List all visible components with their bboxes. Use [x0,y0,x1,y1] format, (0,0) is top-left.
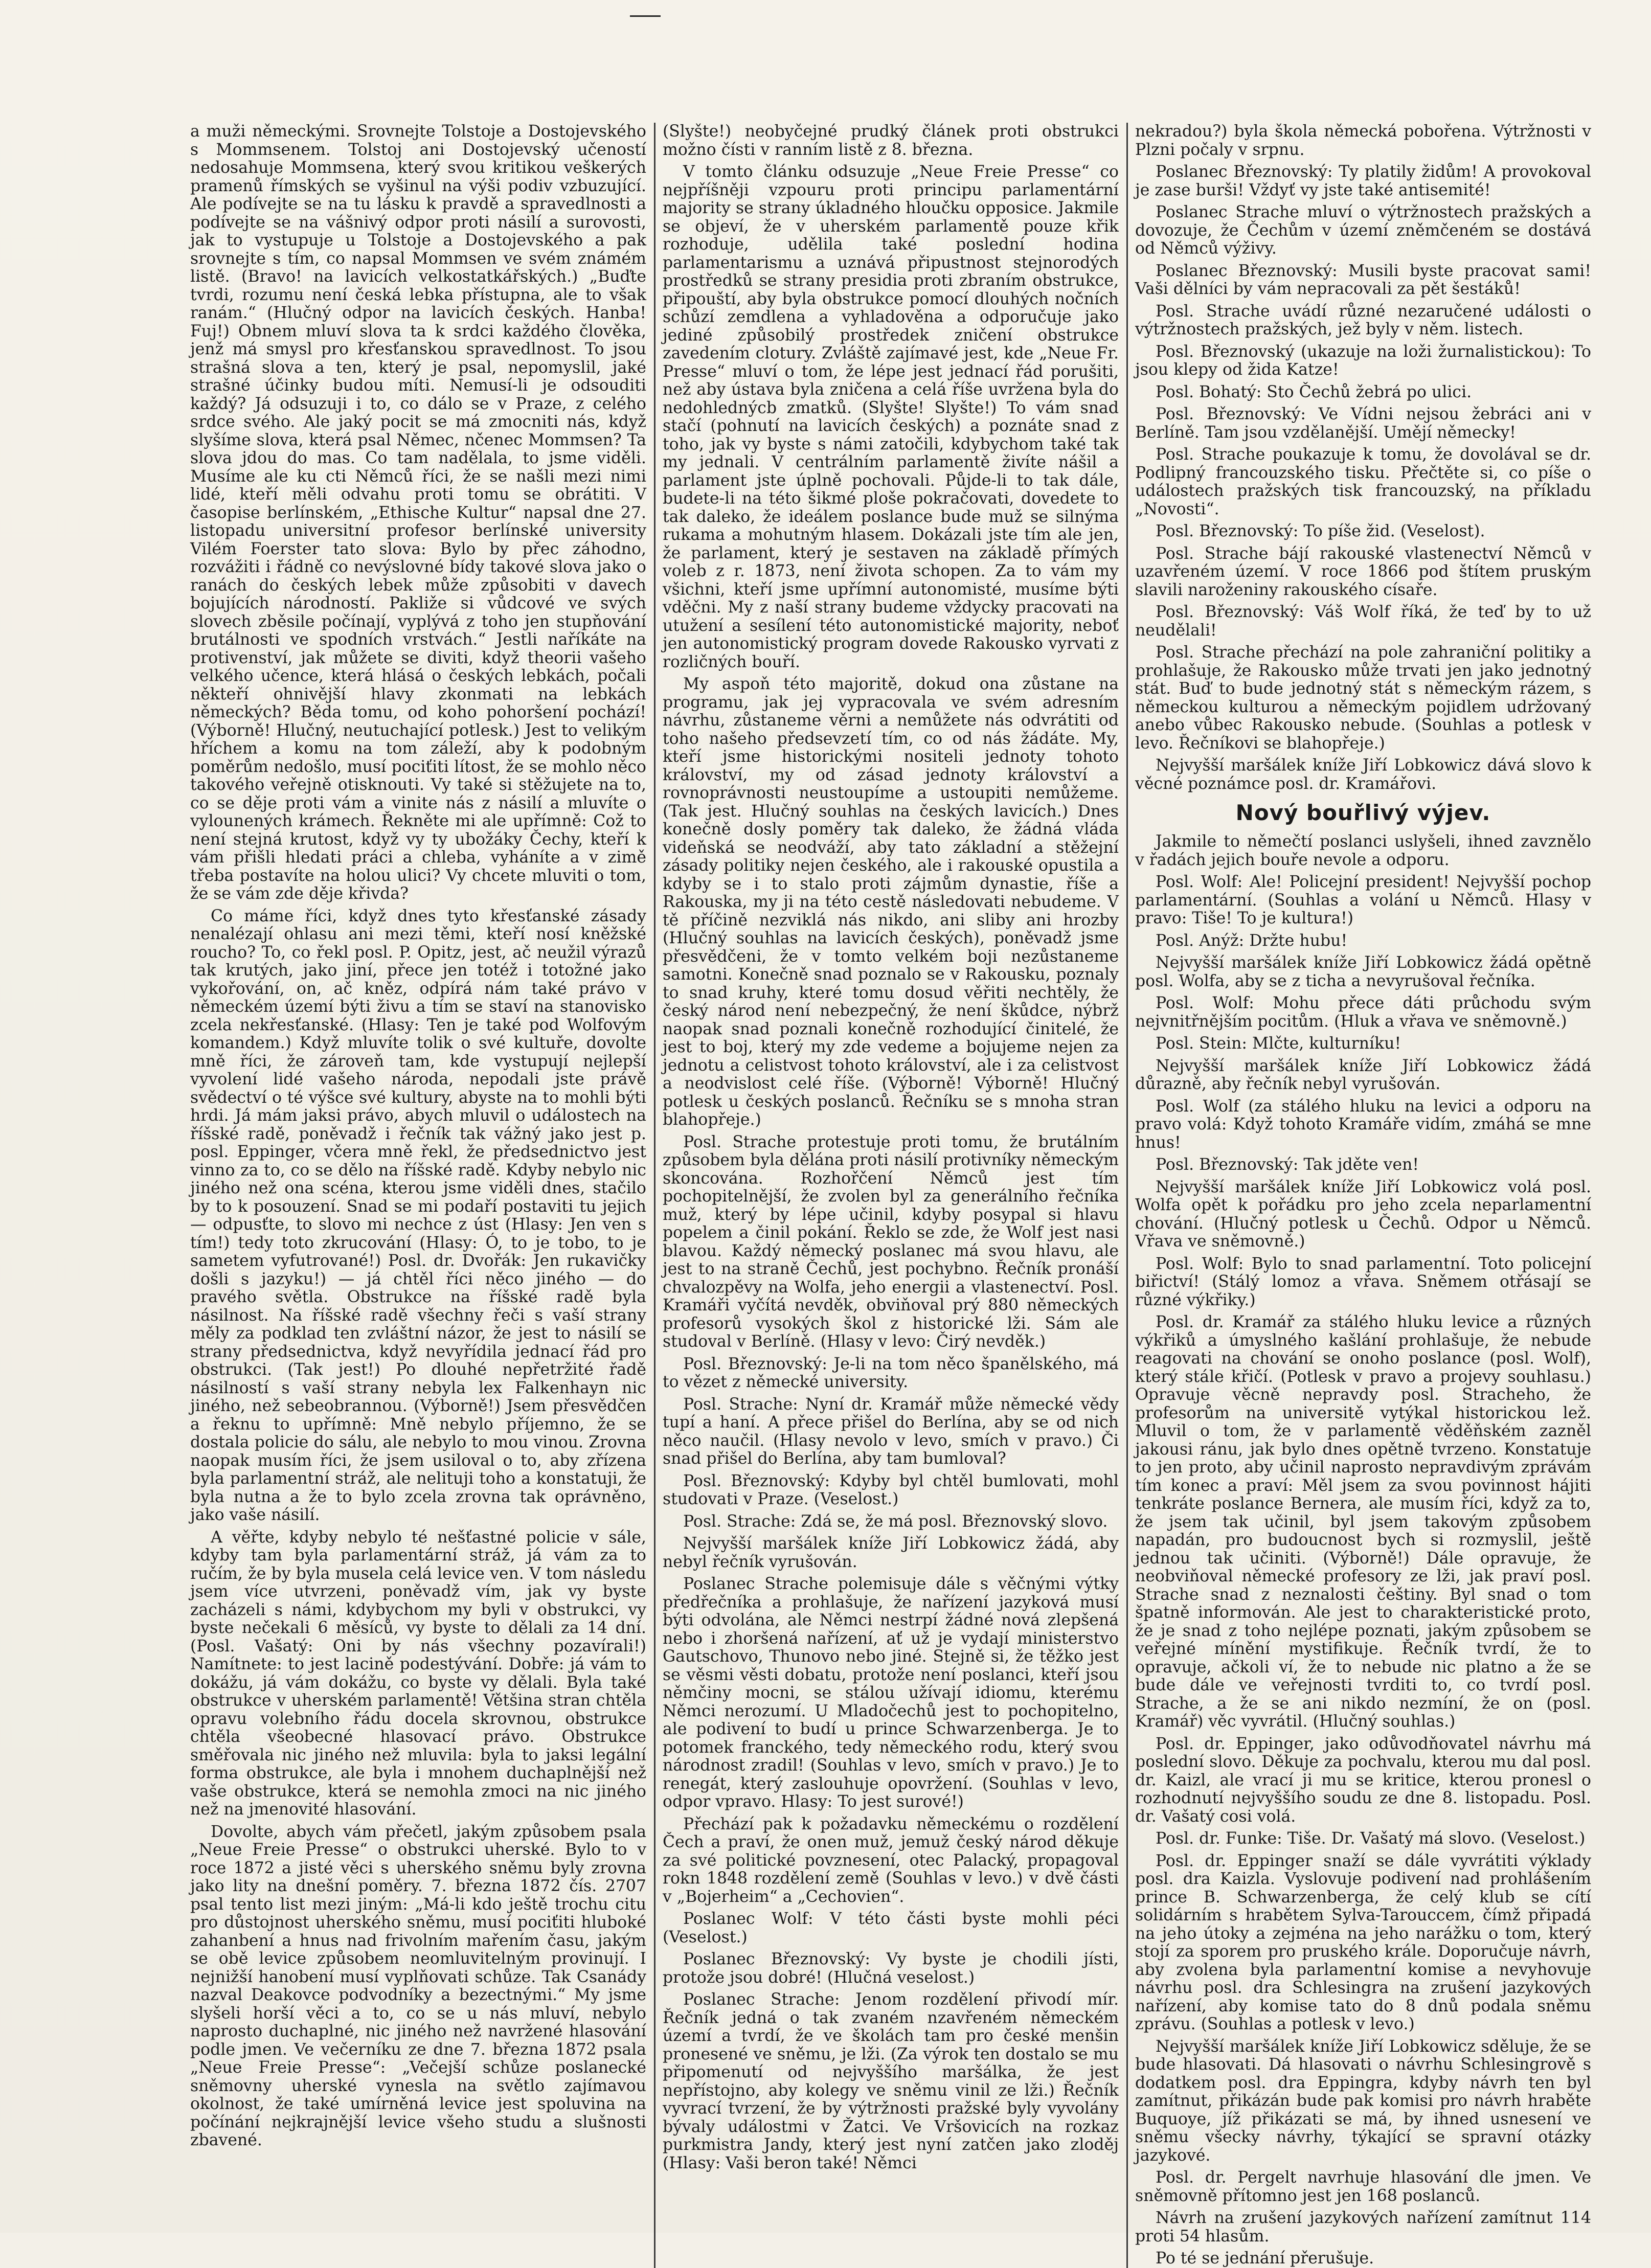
paragraph: Posl. Březnovský: Tak jděte ven! [1156,1155,1419,1174]
paragraph: Poslanec Strache mluví o výtržnostech pražských a dovozuje, že Čechům v území zněmčeném se dostává od Němců výživy. [1135,203,1591,258]
paragraph: Posl. Březnovský: Je-li na tom něco španělského, má to vězet z německé university. [663,1354,1119,1391]
text-columns [190,122,1601,2267]
paragraph: Jakmile to němečtí poslanci uslyšeli, ihned zavznělo v řadách jejich bouře nevole a odporu. [1135,832,1591,869]
paragraph: Posl. Březnovský (ukazuje na loži žurnalistickou): To jsou klepy od žida Katze! [1135,342,1591,379]
paragraph: Posl. Wolf (za stálého hluku na levici a odporu na pravo volá: Když tohoto Kramáře vidím, zmáhá se mne hnus! [1135,1097,1591,1152]
paragraph: Posl. Strache přechází na pole zahraniční politiky a prohlašuje, že Rakousko může trvati jen jako jednotný stát. Buď to bude jednotný stát s německým rázem, s německou kulturou a německým pojidlem udržovaný anebo vůbec Rakousko nebude. (Souhlas a potlesk v levo. Řečníkovi se blahopřeje.) [1135,643,1591,753]
paragraph: Posl. Strache poukazuje k tomu, že dovolával se dr. Podlipný francouzského tisku. Přečtěte si, co píše o událostech pražských tisk francouzský, na příkladu „Novosti“. [1135,445,1591,518]
paragraph: Nejvyšší maršálek kníže Jiří Lobkowicz žádá důrazně, aby řečník nebyl vyrušován. [1135,1056,1591,1093]
paragraph: a muži německými. Srovnejte Tolstoje a Dostojevského s Mommsenem. Tolstoj ani Dostojevský učeností nedosahuje Mommsena, který svou kritikou veškerých pramenů římských se vyšinul na výši podiv vzbuzující. Ale podívejte se na tu lásku k pravdě a spravedlnosti a podívejte se na vášnivý odpor proti násilí a surovosti, jak to vystupuje u Tolstoje a Dostojevského a pak srovnejte s tím, co napsal Mommsen ve svém známém listě. (Bravo! na lavicích velkostatkářských.) „Buďte tvrdi, rozumu není česká lebka přístupna, ale to však ranám.“ (Hlučný odpor na lavicích českých. Hanba! Fuj!) Obnem mluví slova ta k srdci každého člověka, jenž má smysl pro křesťanskou spravedlnost. To jsou strašná slova a ten, který je psal, nepomyslil, jaké strašné účinky budou míti. Nemusí-li je odsouditi každý? Já odsuzuji i to, co dálo se v Praze, z celého srdce svého. Ale jaký pocit se má zmocniti nás, když slyšíme slova, která psal Němec, nčenec Mommsen? Ta slova jdou do mas. Co tam nadělala, to jsme viděli. Musíme ale ku cti Němců říci, že se našli mezi nimi lidé, kteří měli odvahu proti tomu se obrátiti. V časopise berlínském, „Ethische Kultur“ napsal dne 27. listopadu universitní profesor berlínské university Vilém Foerster tato slova: Bylo by přec záhodno, rozvážiti i řádně co nevýslovné bídy takové slova jako o ranách do českých lebek může způsobiti v davech bojujících národností. Pakliže si vůdcové ve svých slovech zběsile počínají, vyplývá z toho jen stupňování brutálnosti ve spodních vrstvách.“ Jestli naříkáte na protivenství, jak můžete se diviti, když theorii vašeho velkého učence, která hlásá o českých lebkách, počali někteří ohnivější hlavy zkonmati na lebkách německých? Běda tomu, od koho pohoršení pochází! (Výborně! Hlučný, neutuchající potlesk.) Jest to velikým hříchem a komu na tom záleží, aby k podobným poměrům nedošlo, musí pociťiti lítost, že se mohlo něco takového veřejně otisknouti. Vy také si stěžujete na to, co se děje proti vám a vinite nás z násilí a mluvíte o vylounených krámech. Řekněte mi ale upřímně: Což to není stejná krutost, když vy ty ubožáky Čechy, kteří k vám přišli hledati práci a chleba, vyháníte a v zimě třeba postavíte na holou ulici? Vy chcete mluviti o tom, že se vám zde děje křivda? [190,122,646,903]
paragraph: Posl. Anýž: Držte hubu! [1156,931,1348,950]
paragraph: My aspoň této majoritě, dokud ona zůstane na programu, jak jej vypracovala ve svém adresním návrhu, zůstaneme věrni a nemůžete nás odvrátiti od toho našeho předsevzetí tím, co od nás žádáte. My, kteří jsme historickými nositeli jednoty tohoto království, my od zásad jednoty království a rovnoprávnosti neustoupíme a ustoupiti nemůžeme. (Tak jest. Hlučný souhlas na českých lavicích.) Dnes konečně dosly poměry tak daleko, že žádná vláda videňská se neodváží, aby tato základní a stěžejní zásady politiky nejen českého, ale i rakouské opustila a kdyby se i to stalo proti zájmům dynastie, říše a Rakouska, my ji na této cestě následovati nebudeme. V tě příčině nezviklá nás nikdo, ani sliby ani hrozby (Hlučný souhlas na lavicích českých), poněvadž jsme přesvědčeni, že v tomto velkém boji nezůstaneme samotni. Konečně snad poznalo se v Rakousku, poznaly to snad kruhy, které tomu dosud věřiti nechtěly, že český národ není nebezpečný, že není škůdce, nýbrž naopak snad poznali konečně rozhodující činitelé, že jest to boj, který my zde vedeme a bojujeme nejen za jednotu a celistvost tohoto království, ale i za celistvost a neodvislost celé říše. (Výborně! Výborně! Hlučný potlesk u českých poslanců. Řečníku se s mnoha stran blahopřeje.) [663,675,1119,1129]
paragraph: Posl. Wolf: Ale! Policejní president! Nejvyšší pochop parlamentární. (Souhlas a volání u Němců. Hlasy v pravo: Tiše! To je kultura!) [1135,873,1591,927]
paragraph: nekradou?) byla škola německá pobořena. Výtržnosti v Plzni počaly v srpnu. [1135,122,1591,159]
paragraph: Posl. Strache: Nyní dr. Kramář může německé vědy tupí a haní. A přece přišel do Berlína, aby se od nich něco naučil. (Hlasy nevolo v levo, smích v pravo.) Či snad přišel do Berlína, aby tam bumloval? [663,1395,1119,1468]
paragraph: Posl. Strache: Zdá se, že má posl. Březnovský slovo. [683,1512,1108,1531]
column-left [190,123,646,2268]
paragraph: Dovolte, abych vám přečetl, jakým způsobem psala „Neue Freie Presse“ o obstrukci uherské. Bylo to v roce 1872 a jisté věci s uherského sněmu byly zrovna jako lity na dnešní poměry. 7. března 1872 čís. 2707 psal tento list mezi jiným: „Má-li kdo ještě trochu citu pro důstojnost uherského sněmu, musí pociťiti hluboké zahanbení a hnus nad frivolním mařením času, jakým se obě levice způsobem neomluvitelným provinují. I nejnižší hanobení musí vyplňovati schůze. Tak Csanády nazval Deakovce podvodníky a bezectnými.“ My jsme slyšeli horší věci a to, co se u nás mluví, nebylo naprosto duchaplné, nic jiného než navržené hlasování podle jmen. Ve večerníku ze dne 7. března 1872 psala „Neue Freie Presse“: „Večejší schůze poslanecké sněmovny uherské vynesla na světlo zajímavou okolnost, že také umírněná levice jest spoluvina na počínání nejkrajnější levice všeho studu a slušnosti zbavené. [190,1822,646,2149]
paragraph: Poslanec Wolf: V této části byste mohli péci (Veselost.) [663,1910,1119,1946]
paragraph: Posl. Strache protestuje proti tomu, že brutálním způsobem byla dělána proti násilí protivníky německým skoncována. Rozhořčení Němců jest tím pochopitelnější, že zvolen byl za generálního řečníka muž, který by lépe učinil, kdyby posypal si hlavu popelem a činil pokání. Řeklo se zde, že Wolf jest nasi blavou. Každý německý poslanec má svou hlavu, ale jest to na straně Čechů, jest pochybno. Řečník pronáší chvalozpěvy na Wolfa, jeho energii a vlastenectví. Posl. Kramáři vyčítá nevděk, obviňoval prý 880 německých profesorů vysokých škol z historické lži. Sám ale studoval v Berlíně. (Hlasy v levo: Čirý nevděk.) [663,1132,1119,1351]
section-heading: Nový bouřlivý výjev. [1235,800,1491,825]
paragraph: Posl. Bohatý: Sto Čechů žebrá po ulici. [1156,382,1472,401]
paragraph: Nejvyšší maršálek kníže Jiří Lobkowicz žádá opětně posl. Wolfa, aby se z ticha a nevyrušoval řečníka. [1135,954,1591,990]
top-rule-mark [630,15,661,17]
paragraph: Posl. dr. Funke: Tiše. Dr. Vašatý má slovo. (Veselost.) [1156,1829,1586,1848]
paragraph: Posl. Březnovský: Váš Wolf říká, že teď by to už neudělali! [1135,603,1591,640]
paragraph: Posl. Březnovský: Kdyby byl chtěl bumlovati, mohl studovati v Praze. (Veselost.) [663,1471,1119,1508]
column-middle [663,123,1119,2268]
paragraph: Posl. Strache bájí rakouské vlastenectví Němců v uzavřeném území. V roce 1866 pod štítem pruským slavili naroženiny rakouského císaře. [1135,544,1591,599]
paragraph: Posl. dr. Pergelt navrhuje hlasování dle jmen. Ve sněmovně přítomno jest jen 168 poslanců. [1135,2168,1591,2205]
column-right [1135,123,1591,2268]
paragraph: Poslanec Strache: Jenom rozdělení přivodí mír. Řečník jedná o tak zvaném nzavřeném německém území a tvrdí, že ve školách tam pro české menšin pronesené ve sněmu, je lži. (Za výrok ten dostalo se mu připomenutí od nejvyššího maršálka, že jest nepřístojno, aby kolegy ve sněmu vinil ze lži.) Řečník vyvrací tvrzení, že by výtržnosti pražské byly vyvolány bývaly událostmi v Žatci. Ve Vršovicích na rozkaz purkmistra Jandy, který jest nyní zatčen jako zloděj (Hlasy: Vaši beron také! Němci [663,1990,1119,2172]
paragraph: Posl. Wolf: Bylo to snad parlamentní. Toto policejní biřictví! (Stálý lomoz a vřava. Sněmem otřásají se různé výkřiky.) [1135,1254,1591,1309]
paragraph: Poslanec Strache polemisuje dále s věčnými výtky předřečníka a prohlašuje, že nařízení jazyková musí býti odvolána, ale Němci nestrpí žádné nová zlepšená nebo i zhoršená nařízení, ať už je vydají ministerstvo Gautschovo, Thunovo nebo jiné. Stejně si, že těžko jest se věsmi věsti dobatu, protože není poslanci, kteří jsou němčiny mocni, se stálou užívají idiomu, kterému Němci nerozumí. U Mladočechů jest to pochopitelno, ale podivení to budí u prince Schwarzenberga. Je to potomek franckého, tedy německého rodu, který svou národnost zradil! (Souhlas v levo, smích v pravo.) Je to renegát, který zaslouhuje opovržení. (Souhlas v levo, odpor vpravo. Hlasy: To jest surové!) [663,1575,1119,1811]
paragraph: Posl. dr. Eppinger, jako odůvodňovatel návrhu má poslední slovo. Děkuje za pochvalu, kterou mu dal posl. dr. Kaizl, ale vrací ji mu se kritice, kterou pronesl o rozhodnutí nejvyššího soudu ze dne 8. listopadu. Posl. dr. Vašatý cosi volá. [1135,1734,1591,1826]
paragraph: Posl. Březnovský: To píše žid. (Veselost). [1156,522,1485,540]
paragraph: Poslanec Březnovský: Ty platily židům! A provokoval je zase burši! Vždyť vy jste také antisemité! [1135,163,1591,199]
paragraph: Poslanec Březnovský: Vy byste je chodili jísti, protože jsou dobré! (Hlučná veselost.) [663,1950,1119,1987]
paragraph: Nejvyšší maršálek kníže Jiří Lobkowicz žádá, aby nebyl řečník vyrušován. [663,1534,1119,1571]
paragraph: Přechází pak k požadavku německému o rozdělení Čech a praví, že onen muž, jemuž český národ děkuje za své politické povznesení, otec Palacký, propagoval rokn 1848 rozdělení země (Souhlas v levo.) v dvě části v „Bojerheim“ a „Cechovien“. [663,1815,1119,1906]
paragraph: Posl. Březnovský: Ve Vídni nejsou žebráci ani v Berlíně. Tam jsou vzdělanější. Umějí německy! [1135,405,1591,442]
paragraph: Poslanec Březnovský: Musili byste pracovat sami! Vaši dělníci by vám nepracovali za pět šestáků! [1135,261,1591,298]
paragraph: Nejvyšší maršálek kníže Jiří Lobkowicz dává slovo k věcné poznámce posl. dr. Kramářovi. [1135,756,1591,793]
paragraph: Posl. Wolf: Mohu přece dáti průchodu svým nejvnitřnějším pocitům. (Hluk a vřava ve sněmovně.) [1135,994,1591,1031]
paragraph: V tomto článku odsuzuje „Neue Freie Presse“ co nejpříšněji vzpouru proti principu parlamentární majority se strany úkladného hloučku opposice. Jakmile se objeví, že v uherském parlamentě pouze křik rozhoduje, udělila také poslední hodina parlamentarismu a uznává připustnost stejnorodých prostředků se strany presidia proti zbraním obstrukce, připouští, aby byla obstrukce pomocí dlouhých nočních schůzí zemdlena a vyhladověna a odporučuje jako jediné způsobilý prostředek zničení obstrukce zavedením clotury. Zvláště zajímavé jest, kde „Neue Fr. Presse“ mluví o tom, že lépe jest jednací řád porušiti, než aby ústava byla zničena a celá říše uvržena byla do nedohlednýcb zmatků. (Slyšte! Slyšte!) To vám snad stačí (pohnutí na lavicích českých) a poznáte snad z toho, jak vy byste s námi zatočili, kdybychom také tak my jednali. V centrálním parlamentě živíte nášil a parlament jste úplně pochovali. Půjde-li to tak dále, budete-li na této šikmé ploše pokračovati, dovedete to tak daleko, že ideálem poslance bude muž se silnýma rukama a mohutným hlasem. Dokázali jste tím ale jen, že parlament, který je sestaven na základě přímých voleb z r. 1873, není života schopen. Za to vám my všichni, kteří jsme upřímní autonomisté, musíme býti vděčni. My z naší strany budeme vždycky pracovati na utužení a sesílení této autonomistické majority, neboť jen autonomistický program dovede Rakousko vyrvati z rozličných bouří. [663,163,1119,671]
closing-line: Po té se jednání přerušuje. [1156,2249,1374,2267]
paragraph: Nejvyšší maršálek kníže Jiří Lobkowicz sděluje, že se bude hlasovati. Dá hlasovati o návrhu Schlesingrově s dodatkem posl. dra Eppingra, kdyby návrh ten byl zamítnut, přikázán bude pak komisi pro návrh hraběte Buquoye, jíž přikázati se má, by ihned usnesení ve sněmu všecky návrhy, týkající se spravní otázky jazykové. [1135,2037,1591,2165]
paragraph: Posl. dr. Eppinger snaží se dále vyvrátiti výklady posl. dra Kaizla. Vyslovuje podivení nad prohlášením prince B. Schwarzenberga, že celý klub se cítí solidárním s hrabětem Sylva-Tarouccem, čímž připadá na jeho útoky a zejména na jeho narážku o tom, který stojí za sporem pro pruského krále. Doporučuje návrh, aby zvolena byla parlamentní komise a nevyhovuje návrhu posl. dra Schlesingra na zrušení jazykových nařízení, aby komise tato do 8 dnů podala sněmu zprávu. (Souhlas a potlesk v levo.) [1135,1851,1591,2033]
paragraph: Nejvyšší maršálek kníže Jiří Lobkowicz volá posl. Wolfa opět k pořádku pro jeho zcela neparlamentní chování. (Hlučný potlesk u Čechů. Odpor u Němců. Vřava ve sněmovně.) [1135,1177,1591,1251]
paragraph: Posl. Stein: Mlčte, kulturníku! [1156,1034,1401,1053]
paragraph: (Slyšte!) neobyčejné prudký článek proti obstrukci možno čísti v ranním listě z 8. března. [663,122,1119,159]
paragraph: A věřte, kdyby nebylo té nešťastné policie v sále, kdyby tam byla parlamentární stráž, já vám za to ručím, že by byla musela celá levice ven. V tom následu jsem více utvrzeni, poněvadž vím, jak vy byste zacházeli s námi, kdybychom my byli v obstrukci, vy byste nečekali 6 měsíců, vy byste to dělali za 14 dní. (Posl. Vašatý: Oni by nás všechny pozavírali!) Namítnete: to jest lacině podestývání. Dobře: já vám to dokážu, já vám dokážu, co byste vy dělali. Byla také obstrukce v uherském parlamentě! Většina stran chtěla opravu volebního řádu docela skrovnou, obstrukce chtěla všeobecné hlasovací právo. Obstrukce směřovala nic jiného než mluvila: byla to jaksi legální forma obstrukce, ale byla i mnohem duchaplnější než vaše obstrukce, která se nemohla zmoci na nic jiného než na jmenovité hlasování. [190,1528,646,1819]
paragraph: Posl. dr. Kramář za stálého hluku levice a různých výkřiků a úmyslného kašlání prohlašuje, že nebude reagovati na chování se onoho poslance (posl. Wolf), který stále křičí. (Potlesk v pravo a projevy souhlasu.) Opravuje věcně nepravdy posl. Stracheho, že profesorům na universitě vytýkal historickou lež. Mluvil o tom, že v parlamentě věděňském zazněl jakousi ránu, jak bylo dnes opětně tvrzeno. Konstatuje to jen proto, aby učinil naprosto nepravdivým zprávám tím konec a praví: Měl jsem za svou povinnost hájiti tenkráte poslance Bernera, ale musím říci, když za to, že jsem tak učinil, byl jsem takovým způsobem napadán, pro budoucnost bych si rozmyslil, ještě jednou tak učiniti. (Výborně!) Dále opravuje, že neobviňoval německé profesory ze lži, jak praví posl. Strache snad z neznalosti češtiny. Byl snad o tom špatně informován. Ale jest to charakteristické proto, že je snad z toho nejlépe poznati, jakým způsobem se veřejné mínění mystifikuje. Řečník tvrdí, že to opravuje, ačkoli ví, že to nebude nic platno a že se bude dále ve veřejnosti tvrditi to, co tvrdí posl. Strache, a že se ani nikdo nezmíní, že on (posl. Kramář) věc vyvrátil. (Hlučný souhlas.) [1135,1313,1591,1731]
vote-result: Návrh na zrušení jazykových nařízení zamítnut 114 proti 54 hlasům. [1135,2209,1591,2246]
paragraph: Co máme říci, když dnes tyto křesťanské zásady nenalézají ohlasu ani mezi těmi, kteří nosí kněžské roucho? To, co řekl posl. P. Opitz, jest, ač neužil výrazů tak krutých, jako jiní, přece jen totéž i totožné jako vykořování, on, ač kněz, odpírá nám také právo v německém území býti živu a tím se staví na stanovisko zcela nekřesťanské. (Hlasy: Ten je také pod Wolfovým komandem.) Když mluvíte tolik o své kultuře, dovolte mně říci, že zároveň tam, kde vystupují nejlepší vyvolení lidé vašeho národa, nepodali jste právě svědectví o té výšce své kultury, abyste na to mohli býti hrdi. Já mám jaksi právo, abych mluvil o událostech na říšské radě, poněvadž i řečník tak vážný jako jest p. posl. Eppinger, včera mně řekl, že předsednictvo jest vinno za to, co se dělo na říšské radě. Kdyby nebylo nic jiného než ona scéna, kterou jsme viděli dnes, stačilo by to k posouzení. Snad se mi podaří postaviti tu jejich — odpusťte, to slovo mi nechce z úst (Hlasy: Jen ven s tím!) tedy toto zkrucování (Hlasy: Ó, to je tobo, to je sametem vyfutrované!) Posl. dr. Dvořák: Jen rukavičky došli s jazyku!) — já chtěl říci něco jiného — do pravého světla. Obstrukce na říšské radě byla násilnost. Na říšské radě všechny řeči s vaší strany měly za podklad ten zvláštní názor, že jest to násilí se strany předsednictva, když nevyřídila jednací řád pro obstrukci. (Tak jest!) Po dlouhé nepřetržité řadě násilností s vaší strany nebyla lex Falkenhayn nic jiného, než sebeobrannou. (Výborně!) Jsem přesvědčen a řeknu to upřímně: Mně nebylo příjemno, že se dostala policie do sálu, ale nebylo to mou vinou. Zrovna naopak musím říci, že jsem usiloval o to, aby zřízena byla parlamentní stráž, ale nelituji toho a konstatuji, že byla nutna a že to bylo zcela zrovna tak oprávněno, jako vaše násilí. [190,906,646,1524]
paragraph: Posl. Strache uvádí různé nezaručené události o výtržnostech pražských, jež byly v něm. listech. [1135,302,1591,338]
